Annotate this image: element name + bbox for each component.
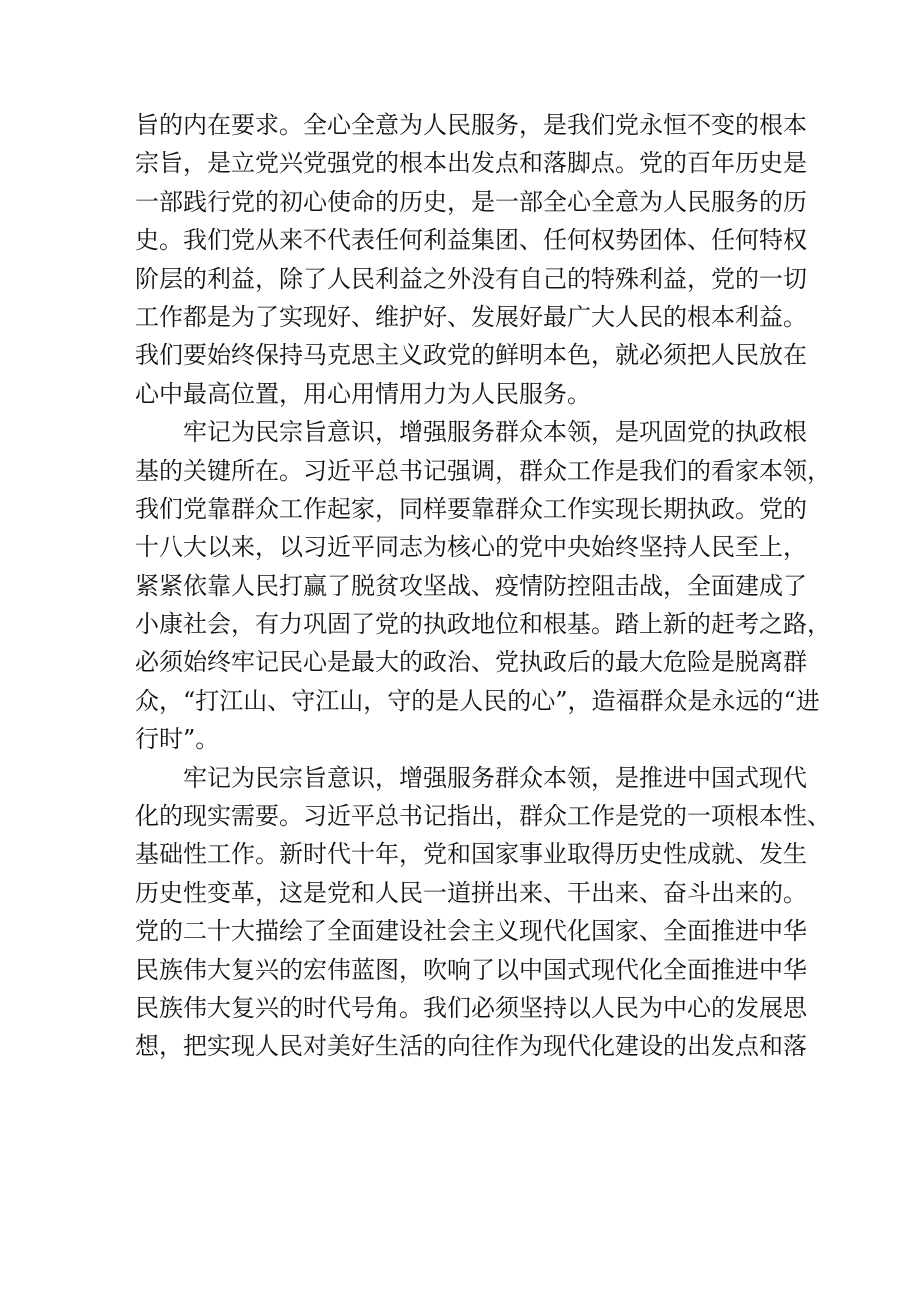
text-line: 历史性变革，这是党和人民一道拼出来、干出来、奋斗出来的。 xyxy=(135,878,807,907)
text-line: 基的关键所在。习近平总书记强调，群众工作是我们的看家本领， xyxy=(135,456,831,485)
text-line: 一部践行党的初心使命的历史，是一部全心全意为人民服务的历 xyxy=(135,187,807,216)
text-line: 必须始终牢记民心是最大的政治、党执政后的最大危险是脱离群 xyxy=(135,648,807,677)
text-line: 化的现实需要。习近平总书记指出，群众工作是党的一项根本性、 xyxy=(135,802,831,831)
paragraph-1 xyxy=(135,106,807,413)
text-line: 我们党靠群众工作起家，同样要靠群众工作实现长期执政。党的 xyxy=(135,494,807,523)
text-line: 宗旨，是立党兴党强党的根本出发点和落脚点。党的百年历史是 xyxy=(135,149,807,178)
text-line: 牢记为民宗旨意识，增强服务群众本领，是巩固党的执政根 xyxy=(183,418,807,447)
text-line: 史。我们党从来不代表任何利益集团、任何权势团体、任何特权 xyxy=(135,226,807,255)
text-line: 工作都是为了实现好、维护好、发展好最广大人民的根本利益。 xyxy=(135,302,807,331)
text-line: 阶层的利益，除了人民利益之外没有自己的特殊利益，党的一切 xyxy=(135,264,807,293)
text-line: 民族伟大复兴的宏伟蓝图，吹响了以中国式现代化全面推进中华 xyxy=(135,955,807,984)
text-line: 旨的内在要求。全心全意为人民服务，是我们党永恒不变的根本 xyxy=(135,111,807,139)
body-text xyxy=(135,106,831,1066)
text-line: 行时”。 xyxy=(135,725,220,754)
text-line: 想，把实现人民对美好生活的向往作为现代化建设的出发点和落 xyxy=(135,1032,807,1061)
paragraph-2 xyxy=(135,413,831,759)
text-line: 紧紧依靠人民打赢了脱贫攻坚战、疫情防控阻击战，全面建成了 xyxy=(135,571,807,600)
text-line: 牢记为民宗旨意识，增强服务群众本领，是推进中国式现代 xyxy=(183,763,807,792)
text-line: 基础性工作。新时代十年，党和国家事业取得历史性成就、发生 xyxy=(135,840,807,869)
text-line: 小康社会，有力巩固了党的执政地位和根基。踏上新的赶考之路， xyxy=(135,610,831,639)
paragraph-3 xyxy=(135,759,831,1066)
text-line: 民族伟大复兴的时代号角。我们必须坚持以人民为中心的发展思 xyxy=(135,993,807,1022)
text-line: 我们要始终保持马克思主义政党的鲜明本色，就必须把人民放在 xyxy=(135,341,807,370)
text-line: 党的二十大描绘了全面建设社会主义现代化国家、全面推进中华 xyxy=(135,917,807,946)
text-line: 心中最高位置，用心用情用力为人民服务。 xyxy=(135,379,591,408)
text-line: 众，“打江山、守江山，守的是人民的心”，造福群众是永远的“进 xyxy=(135,686,820,715)
text-line: 十八大以来，以习近平同志为核心的党中央始终坚持人民至上， xyxy=(135,533,807,562)
